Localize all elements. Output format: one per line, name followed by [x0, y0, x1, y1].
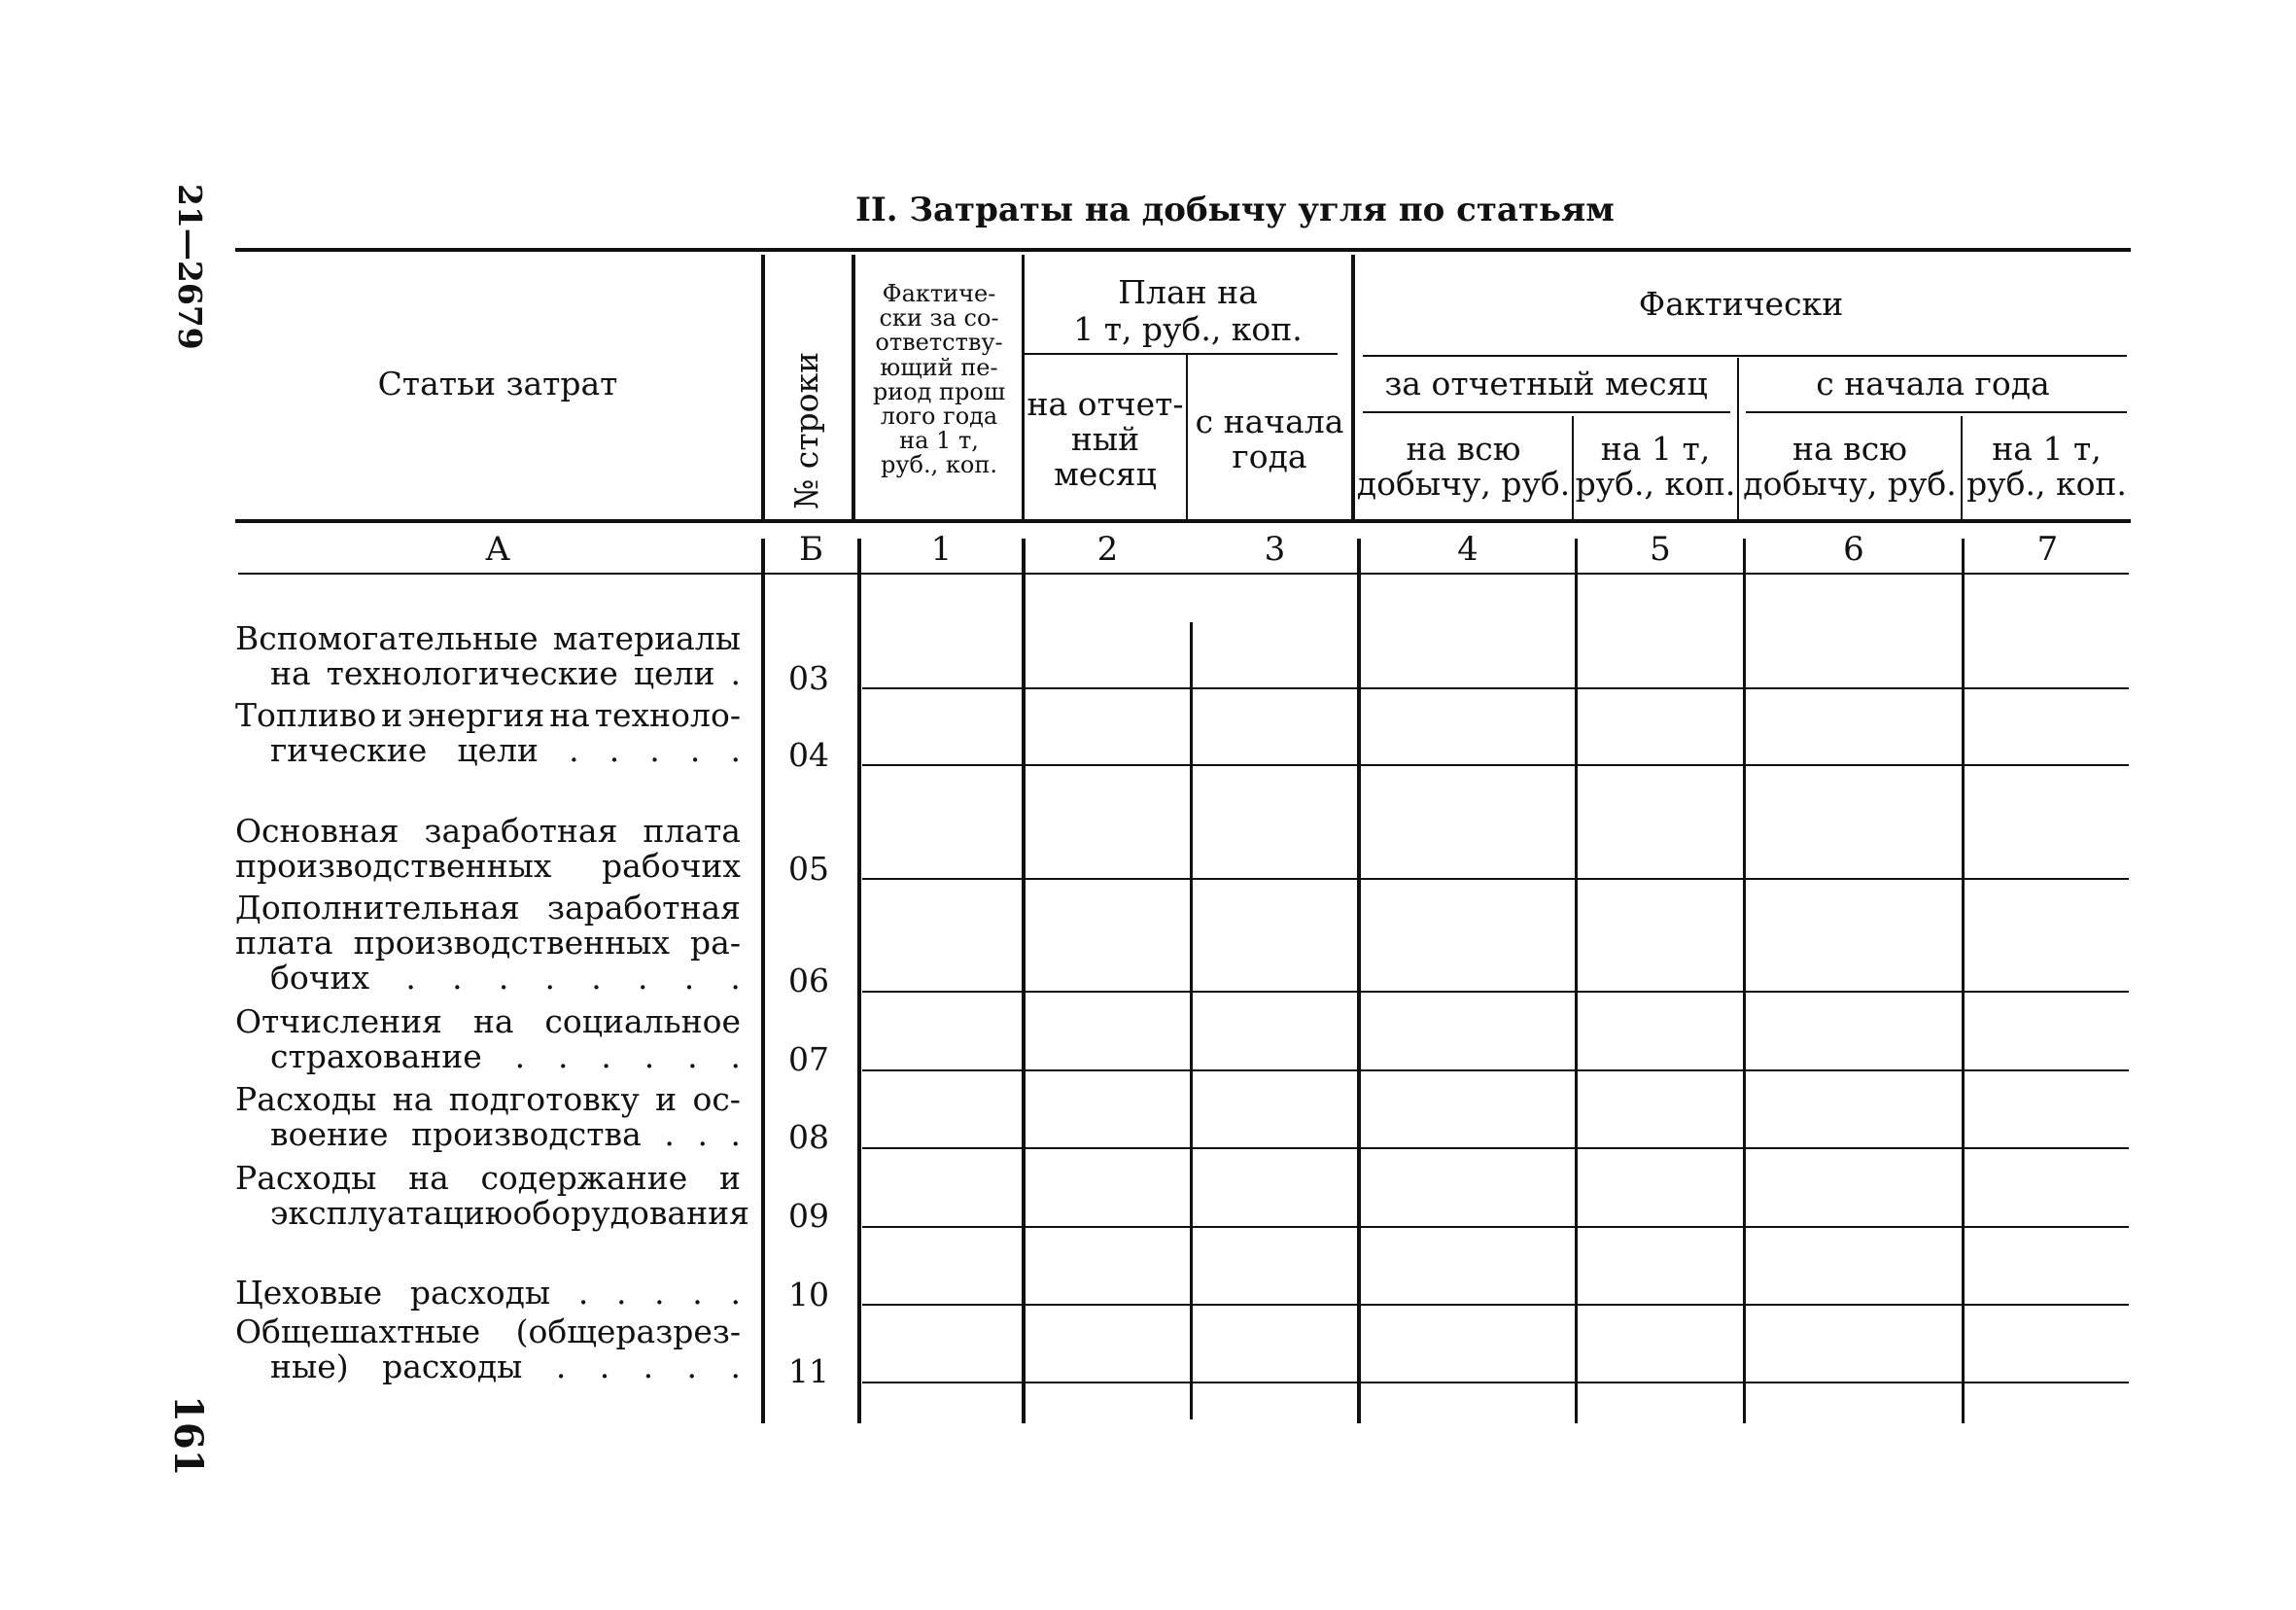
header-per-ton: на 1 т, руб., коп. — [1575, 430, 1736, 503]
row-code-11: 11 — [788, 1352, 829, 1390]
header-total-rub: на всю добычу, руб. — [1743, 430, 1957, 503]
row-label-08: Расходы на подготовку и ос- воение производства . . . — [235, 1080, 741, 1153]
header-subrule — [1363, 411, 1730, 413]
colnum-a: А — [485, 530, 510, 569]
header-divider — [761, 255, 765, 519]
row-code-04: 04 — [788, 736, 829, 774]
body-divider — [1743, 539, 1746, 1423]
row-rule-11 — [862, 1382, 2129, 1383]
body-divider — [1962, 539, 1965, 1423]
row-rule-06 — [862, 991, 2129, 993]
header-subrule — [1746, 411, 2127, 413]
header-subrule — [1363, 355, 2127, 357]
colnum-6: 6 — [1843, 530, 1864, 569]
row-rule-04 — [862, 764, 2129, 766]
table-title: II. Затраты на добычу угля по статьям — [855, 191, 1615, 229]
header-subrule — [1022, 353, 1338, 355]
header-divider — [852, 255, 855, 519]
header-col-a: Статьи затрат — [377, 365, 618, 402]
header-fact-group: Фактически — [1638, 285, 1844, 323]
row-label-06: Дополнительная заработная плата производственных ра- бочих . . . . . . . . — [235, 889, 741, 997]
colnum-3: 3 — [1264, 530, 1286, 569]
colnum-1: 1 — [930, 530, 953, 569]
header-fact-year: с начала года — [1816, 365, 2050, 402]
row-label-11: Общешахтные (общеразрез- ные) расходы . . . . . — [235, 1312, 741, 1385]
row-code-06: 06 — [788, 962, 829, 999]
colnum-b: Б — [799, 530, 823, 569]
colnum-2: 2 — [1096, 530, 1119, 569]
row-rule-10 — [862, 1304, 2129, 1306]
header-col-b: № строки — [787, 351, 825, 509]
row-label-07: Отчисления на социальное страхование . . . . . . — [235, 1002, 741, 1075]
header-total-rub: на всю добычу, руб. — [1356, 430, 1571, 503]
row-code-08: 08 — [788, 1118, 829, 1156]
body-divider — [1190, 622, 1193, 1419]
row-rule-03 — [862, 687, 2129, 689]
row-label-09: Расходы на содержание и эксплуатацию оборудования — [235, 1159, 749, 1232]
row-rule-09 — [862, 1226, 2129, 1228]
row-label-10: Цеховые расходы . . . . . — [235, 1274, 741, 1312]
running-head: 21—2679 — [171, 184, 209, 350]
colnum-rule — [238, 573, 2129, 575]
colnum-5: 5 — [1650, 530, 1671, 569]
header-plan-year: с начала года — [1195, 402, 1344, 475]
header-per-ton: на 1 т, руб., коп. — [1966, 430, 2127, 503]
row-code-05: 05 — [788, 850, 829, 888]
header-plan-group: План на 1 т, руб., коп. — [1073, 273, 1303, 348]
colnum-4: 4 — [1457, 530, 1478, 569]
row-label-03: Вспомогательные материалы на технологические цели . — [235, 619, 741, 692]
body-divider — [1022, 539, 1026, 1423]
header-plan-month: на отчет- ный месяц — [1026, 385, 1184, 493]
body-divider — [1575, 539, 1578, 1423]
page-number: 161 — [165, 1395, 211, 1477]
row-label-04: Топливо и энергия на техноло- гические цели . . . . . — [235, 696, 741, 769]
body-divider — [1357, 539, 1361, 1423]
row-label-05: Основная заработная плата производственных рабочих — [235, 812, 741, 885]
header-col-1: Фактиче- ски за со- ответству- ющий пе- риод прош лого года на 1 т, руб., коп. — [872, 280, 1006, 479]
header-fact-month: за отчетный месяц — [1384, 365, 1708, 402]
body-divider — [857, 539, 861, 1423]
row-rule-07 — [862, 1069, 2129, 1071]
row-code-09: 09 — [788, 1197, 829, 1235]
top-rule — [235, 248, 2131, 252]
header-bottom-rule — [235, 519, 2131, 523]
colnum-7: 7 — [2036, 530, 2059, 569]
row-code-03: 03 — [788, 659, 829, 697]
row-code-07: 07 — [788, 1040, 829, 1078]
row-rule-05 — [862, 878, 2129, 880]
row-code-10: 10 — [788, 1276, 829, 1313]
row-rule-08 — [862, 1147, 2129, 1149]
